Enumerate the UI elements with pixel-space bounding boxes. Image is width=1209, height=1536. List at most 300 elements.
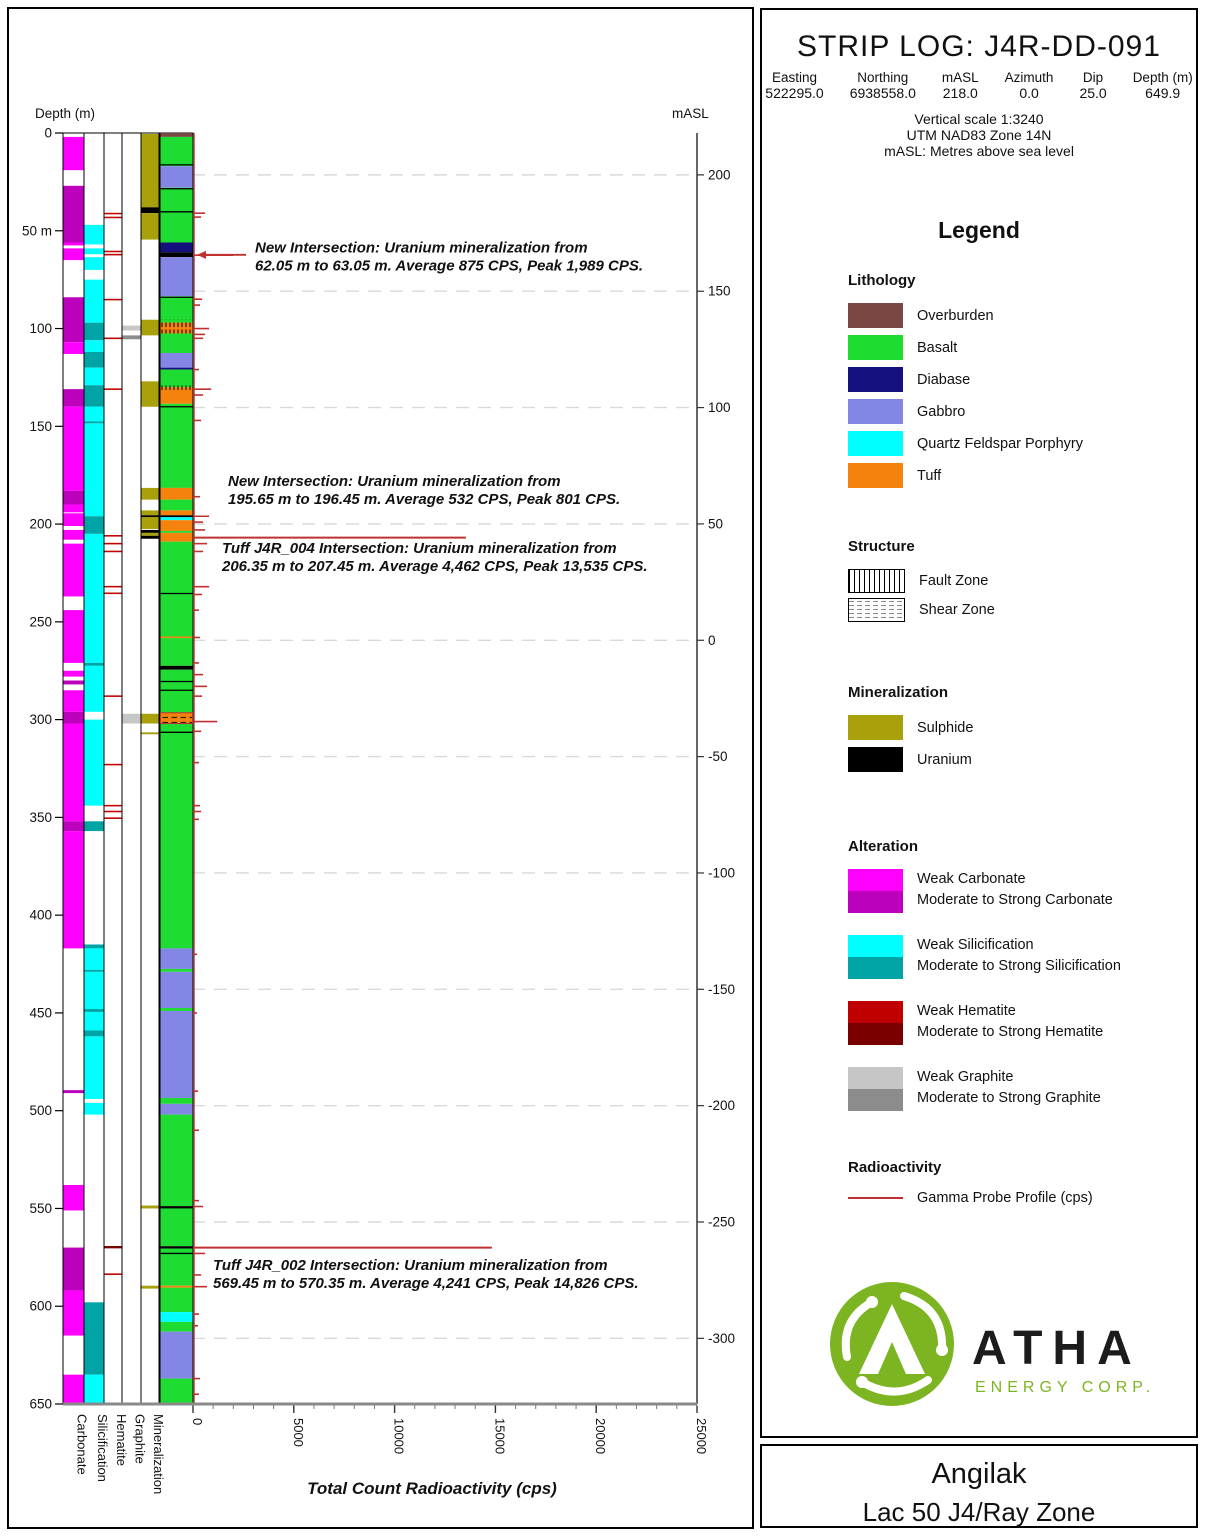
legend-section-lithology: [848, 272, 1196, 488]
lithology-interval-uranium: [161, 666, 193, 670]
strong-alteration-label: Moderate to Strong Silicification: [917, 958, 1121, 974]
carbonate-interval-weak: [64, 671, 84, 677]
masl-tick-label: -50: [708, 749, 728, 765]
masl-axis: [672, 106, 735, 1404]
legend-item-overburden: [848, 303, 1196, 328]
silicification-interval-moderate: [85, 1009, 104, 1012]
legend-item-hematite-alteration: [848, 1001, 1196, 1045]
mineralization-interval-sulphide: [142, 1286, 159, 1289]
carbonate-interval-moderate: [64, 712, 84, 724]
legend-item-label: Fault Zone: [919, 573, 989, 589]
lithology-interval-basalt: [161, 137, 193, 166]
silicification-swatch: [848, 935, 903, 979]
collar-field-depth-m-: [1133, 70, 1193, 101]
lithology-interval-basalt: [161, 404, 193, 488]
lithology-interval-gabbro: [161, 1011, 193, 1098]
mineralization-interval-uranium: [142, 536, 159, 539]
lithology-interval-uranium: [161, 252, 193, 257]
track-label-hematite: Hematite: [114, 1414, 129, 1467]
hematite-interval-weak: [105, 254, 122, 256]
lithology-interval-basalt: [161, 1115, 193, 1207]
lithology-interval-basalt: [161, 724, 193, 949]
legend-item-sulphide: [848, 715, 1196, 740]
hematite-swatch: [848, 1001, 903, 1045]
cps-tick-label: 25000: [694, 1418, 709, 1455]
masl-definition-note: mASL: Metres above sea level: [884, 143, 1074, 159]
alteration-labels: [917, 1067, 1101, 1111]
legend-section-structure: [848, 538, 1196, 622]
lithology-interval-basalt: [161, 1249, 193, 1286]
lithology-interval-tuff: [161, 520, 193, 531]
lithology-interval-basalt: [161, 638, 193, 666]
cps-tick-label: 10000: [391, 1418, 407, 1455]
lithology-interval-basalt: [161, 333, 193, 353]
track-graphite: [122, 133, 141, 1404]
legend-item-tuff: [848, 463, 1196, 488]
hematite-interval-weak: [105, 695, 122, 697]
legend-item-label: Basalt: [917, 339, 958, 356]
lithology-interval-basalt: [161, 670, 193, 713]
lithology-interval-gabbro: [161, 972, 193, 1008]
hematite-interval-weak: [105, 817, 122, 819]
mineralization-interval-sulphide: [142, 320, 159, 336]
collar-field-easting: [765, 70, 823, 101]
masl-tick-label: -100: [708, 865, 736, 881]
intersection-annotation: 206.35 m to 207.45 m. Average 4,462 CPS, Peak 13,535 CPS.: [222, 558, 648, 576]
cps-tick-label: 15000: [492, 1418, 508, 1455]
lithology-interval-overburden: [161, 133, 193, 137]
graphite-interval-weak: [123, 714, 141, 724]
track-label-graphite: Graphite: [132, 1414, 148, 1464]
silicification-interval-moderate: [85, 352, 104, 368]
silicification-interval-weak: [85, 1375, 104, 1404]
lithology-interval-tuff: [161, 488, 193, 500]
hematite-interval-weak: [105, 543, 122, 545]
legend-section-mineralization: [848, 684, 1196, 772]
lithology-column: [160, 133, 193, 1404]
annotation-arrowhead: [197, 251, 206, 259]
silicification-interval-moderate: [85, 821, 104, 831]
silicification-interval-weak: [85, 534, 104, 663]
silicification-interval-weak: [85, 1036, 104, 1099]
cps-tick-label: 5000: [290, 1418, 306, 1447]
legend-item-qfp: [848, 431, 1196, 456]
carbonate-interval-moderate: [64, 389, 84, 407]
depth-tick-label: 300: [29, 712, 52, 728]
lithology-interval-uranium: [161, 1206, 193, 1208]
lithology-interval-gabbro: [161, 948, 193, 969]
lithology-interval-gabbro: [161, 1332, 193, 1379]
graphite-swatch: [848, 1067, 903, 1111]
collar-field-value: 522295.0: [765, 85, 824, 101]
lithology-interval-basalt: [161, 1379, 193, 1404]
legend-header-structure: Structure: [848, 538, 915, 555]
legend-header-alteration: Alteration: [848, 838, 919, 855]
silicification-interval-weak: [85, 340, 104, 352]
legend-item-uranium: [848, 747, 1196, 772]
lithology-interval-tuff: [161, 1286, 193, 1288]
mineralization-interval-uranium: [142, 515, 159, 517]
graphite-interval-weak: [123, 326, 141, 331]
mineralization-interval-sulphide: [142, 510, 159, 515]
lithology-interval-basalt: [161, 1288, 193, 1312]
carbonate-interval-moderate: [64, 821, 84, 831]
carbonate-interval-weak: [64, 407, 84, 491]
mineralization-interval-sulphide: [142, 517, 159, 529]
legend-item-label: Uranium: [917, 751, 972, 768]
track-silicification: [84, 133, 104, 1404]
legend-section-alteration: [848, 838, 1196, 1111]
intersection-annotation: 62.05 m to 63.05 m. Average 875 CPS, Peak 1,989 CPS.: [255, 257, 644, 275]
silicification_moderate-swatch-half: [848, 957, 903, 979]
lithology-interval-gabbro: [161, 257, 193, 296]
track-label-mineralization: Mineralization: [151, 1414, 166, 1495]
title-block-panel: [760, 8, 1198, 1438]
graphite_weak-swatch-half: [848, 1067, 903, 1089]
weak-alteration-label: Weak Hematite: [917, 1003, 1016, 1019]
track-label-carbonate: Carbonate: [74, 1414, 90, 1475]
gamma-profile: [193, 133, 492, 1404]
depth-tick-label: 550: [29, 1200, 52, 1216]
mineralization-interval-sulphide: [142, 213, 159, 239]
page-title: STRIP LOG: J4R-DD-091: [797, 30, 1161, 63]
intersection-annotation: 195.65 m to 196.45 m. Average 532 CPS, Peak 801 CPS.: [228, 490, 621, 508]
weak-alteration-label: Weak Graphite: [917, 1069, 1014, 1085]
mineralization-interval-sulphide: [142, 1206, 159, 1209]
hematite-interval-weak: [105, 251, 122, 253]
collar-field-label: Easting: [771, 70, 818, 85]
hematite-interval-weak: [105, 586, 122, 588]
legend-item-graphite-alteration: [848, 1067, 1196, 1111]
silicification-interval-weak: [85, 248, 104, 254]
masl-tick-label: -150: [708, 981, 736, 997]
carbonate_weak-swatch-half: [848, 869, 903, 891]
carbonate_moderate-swatch-half: [848, 891, 903, 913]
hematite_weak-swatch-half: [848, 1001, 903, 1023]
weak-alteration-label: Weak Carbonate: [917, 871, 1026, 887]
depth-tick-label: 0: [44, 125, 52, 141]
legend-item-label: Gabbro: [917, 403, 966, 420]
hematite-interval-weak: [105, 593, 122, 595]
cps-tick-label: 20000: [593, 1418, 609, 1455]
collar-field-value: 218.0: [942, 85, 978, 101]
legend-item-silicification-alteration: [848, 935, 1196, 979]
depth-tick-label: 600: [29, 1298, 52, 1314]
hematite-interval-weak: [105, 551, 122, 553]
collar-field-masl: [942, 70, 979, 101]
lithology-interval-basalt: [161, 500, 193, 511]
depth-tick-label: 100: [29, 321, 52, 337]
utm-zone-note: UTM NAD83 Zone 14N: [906, 127, 1052, 143]
collar-field-dip: [1079, 70, 1106, 101]
mineralization-interval-sulphide: [142, 381, 159, 406]
graphite-interval-moderate: [123, 335, 141, 339]
atha-energy-logo: [802, 1262, 1162, 1422]
silicification-interval-weak: [85, 368, 104, 386]
logo-wordmark: ATHA: [972, 1322, 1142, 1375]
fault-zone-overlay: [161, 383, 193, 390]
hematite-interval-moderate: [105, 1246, 122, 1248]
carbonate-interval-moderate: [64, 1248, 84, 1291]
lithology-interval-tuff: [161, 510, 193, 515]
tuff-swatch: [848, 463, 903, 488]
legend-header-mineralization: Mineralization: [848, 684, 949, 701]
collar-field-value: 0.0: [1019, 85, 1039, 101]
masl-tick-label: -300: [708, 1330, 736, 1346]
masl-tick-label: -250: [708, 1214, 736, 1230]
hematite-interval-weak: [105, 805, 122, 807]
company-logo-icon: [802, 1262, 1162, 1422]
hematite-interval-weak: [105, 299, 122, 301]
track-label-silicification: Silicification: [95, 1414, 110, 1482]
masl-tick-label: 100: [708, 400, 731, 416]
silicification-interval-weak: [85, 666, 104, 712]
fault-zone-overlay: [161, 320, 193, 334]
carbonate-interval-weak: [64, 342, 84, 354]
depth-tick-label: 650: [29, 1396, 52, 1412]
legend-item-label: Overburden: [917, 307, 994, 324]
hematite-interval-weak: [105, 764, 122, 766]
track-hematite: [104, 133, 122, 1404]
carbonate-interval-weak: [64, 505, 84, 513]
mineralization-interval-uranium: [142, 207, 159, 213]
lithology-interval-basalt: [161, 296, 193, 322]
intersection-annotation: Tuff J4R_004 Intersection: Uranium mineralization from: [222, 540, 617, 558]
silicification-interval-weak: [85, 280, 104, 323]
tracks: [63, 133, 159, 1404]
lithology-interval-basalt: [161, 969, 193, 972]
legend-header-lithology: Lithology: [848, 272, 916, 289]
strong-alteration-label: Moderate to Strong Carbonate: [917, 892, 1113, 908]
legend-section-radioactivity: [848, 1159, 1196, 1206]
carbonate-interval-weak: [64, 248, 84, 260]
masl-tick-label: 200: [708, 167, 731, 183]
strong-alteration-label: Moderate to Strong Hematite: [917, 1024, 1104, 1040]
legend-item-gabbro: [848, 399, 1196, 424]
track-labels: [75, 1414, 167, 1494]
silicification-interval-moderate: [85, 1031, 104, 1037]
silicification-interval-weak: [85, 225, 104, 245]
silicification-interval-weak: [85, 720, 104, 806]
hematite-interval-weak: [105, 811, 122, 813]
scale-notes: [762, 111, 1196, 159]
collar-field-label: Northing: [857, 70, 909, 85]
carbonate-interval-weak: [64, 690, 84, 712]
uranium-swatch: [848, 747, 903, 772]
legend-item-label: Shear Zone: [919, 602, 995, 618]
alteration-labels: [917, 935, 1121, 979]
annotations: [197, 239, 648, 1292]
silicification-interval-moderate: [85, 944, 104, 948]
depth-tick-label: 450: [29, 1005, 52, 1021]
collar-info: [762, 70, 1196, 101]
mineralization-interval-sulphide: [142, 732, 159, 734]
legend-item-label: Quartz Feldspar Porphyry: [917, 435, 1084, 452]
legend: [848, 272, 1196, 1206]
legend-item-fault-zone: [848, 569, 1196, 593]
silicification-interval-weak: [85, 948, 104, 970]
hematite-interval-weak: [105, 338, 122, 340]
collar-field-label: Depth (m): [1132, 70, 1193, 85]
depth-tick-label: 500: [29, 1103, 52, 1119]
lithology-interval-basalt: [161, 1008, 193, 1011]
hematite-interval-weak: [105, 213, 122, 215]
legend-item-label: Sulphide: [917, 719, 974, 736]
depth-tick-label: 50 m: [21, 223, 52, 239]
gamma-line-swatch: [848, 1197, 903, 1199]
collar-field-northing: [850, 70, 916, 101]
legend-title: Legend: [938, 217, 1020, 243]
carbonate-interval-moderate: [64, 681, 84, 685]
lithology-interval-diabase: [161, 368, 193, 370]
masl-tick-label: 50: [708, 516, 724, 532]
masl-axis-title: mASL: [672, 106, 709, 121]
silicification-interval-weak: [85, 1103, 104, 1115]
basalt-swatch: [848, 335, 903, 360]
alteration-labels: [917, 1001, 1103, 1045]
cps-tick-label: 0: [190, 1418, 205, 1426]
weak-alteration-label: Weak Silicification: [917, 937, 1034, 953]
collar-field-label: Azimuth: [1004, 70, 1054, 85]
mineralization-interval-sulphide: [142, 488, 159, 500]
depth-axis-title: Depth (m): [35, 106, 96, 121]
masl-tick-label: 150: [708, 283, 731, 299]
legend-item-shear-zone: [848, 598, 1196, 622]
lithology-interval-basalt: [161, 531, 193, 533]
lithology-interval-tuff: [161, 637, 193, 639]
shear-zone-swatch: [848, 598, 905, 622]
depth-tick-label: 200: [29, 516, 52, 532]
legend-item-gamma-profile: [848, 1190, 1196, 1206]
qfp-swatch: [848, 431, 903, 456]
lithology-interval-uranium: [161, 515, 193, 517]
lithology-interval-basalt: [161, 1208, 193, 1246]
zone-name: Lac 50 J4/Ray Zone: [862, 1497, 1096, 1527]
lithology-interval-qfp: [161, 517, 193, 520]
fault-zone-swatch: [848, 569, 905, 593]
carbonate-interval-weak: [64, 513, 84, 526]
carbonate-interval-moderate: [64, 186, 84, 243]
legend-item-label: Gamma Probe Profile (cps): [917, 1190, 1093, 1206]
carbonate-interval-weak: [64, 137, 84, 170]
lithology-interval-basalt: [161, 542, 193, 637]
project-footer: [760, 1444, 1198, 1528]
carbonate-interval-weak: [64, 530, 84, 540]
carbonate-interval-weak: [64, 724, 84, 822]
legend-item-label: Diabase: [917, 371, 971, 388]
project-name: Angilak: [931, 1458, 1027, 1490]
carbonate-interval-weak: [64, 831, 84, 948]
silicification-interval-moderate: [85, 663, 104, 666]
lithology-interval-gabbro: [161, 166, 193, 188]
mineralization-interval-sulphide: [142, 714, 159, 724]
legend-item-carbonate-alteration: [848, 869, 1196, 913]
carbonate-interval-weak: [64, 1375, 84, 1404]
lithology-interval-gabbro: [161, 353, 193, 368]
lithology-interval-gabbro: [161, 1104, 193, 1115]
alteration-labels: [917, 869, 1113, 913]
carbonate-interval-weak: [64, 243, 84, 246]
silicification-interval-moderate: [85, 421, 104, 423]
track-background: [122, 133, 141, 1404]
masl-tick-label: 0: [708, 632, 716, 648]
carbonate-swatch: [848, 869, 903, 913]
legend-item-basalt: [848, 335, 1196, 360]
carbonate-interval-moderate: [64, 297, 84, 342]
intersection-annotation: 569.45 m to 570.35 m. Average 4,241 CPS, Peak 14,826 CPS.: [213, 1275, 639, 1293]
silicification-interval-moderate: [85, 516, 104, 534]
silicification-interval-weak: [85, 423, 104, 516]
overburden-swatch: [848, 303, 903, 328]
track-mineralization: [141, 133, 159, 1404]
silicification_weak-swatch-half: [848, 935, 903, 957]
silicification-interval-weak: [85, 257, 104, 270]
vertical-scale-note: Vertical scale 1:3240: [914, 111, 1044, 127]
silicification-interval-weak: [85, 1012, 104, 1031]
lithology-interval-basalt: [161, 188, 193, 243]
carbonate-interval-weak: [64, 544, 84, 597]
logo-subtitle: ENERGY CORP.: [975, 1379, 1156, 1396]
collar-field-value: 25.0: [1079, 85, 1107, 101]
intersection-annotation: Tuff J4R_002 Intersection: Uranium mineralization from: [213, 1257, 608, 1275]
hematite-interval-weak: [105, 535, 122, 537]
masl-tick-label: -200: [708, 1098, 736, 1114]
lithology-interval-qfp: [161, 1312, 193, 1322]
diabase-swatch: [848, 367, 903, 392]
carbonate-interval-weak: [64, 610, 84, 663]
carbonate-interval-weak: [64, 1291, 84, 1336]
carbonate-interval-moderate: [64, 1090, 84, 1093]
depth-tick-label: 250: [29, 614, 52, 630]
collar-field-azimuth: [1005, 70, 1054, 101]
shear-zone-overlay: [161, 713, 193, 724]
carbonate-interval-moderate: [64, 491, 84, 505]
lithology-interval-basalt: [161, 1098, 193, 1104]
collar-field-label: mASL: [941, 70, 979, 85]
hematite-interval-weak: [105, 388, 122, 390]
depth-tick-label: 400: [29, 907, 52, 923]
gabbro-swatch: [848, 399, 903, 424]
mineralization-interval-uranium: [142, 530, 159, 533]
lithology-interval-tuff: [161, 533, 193, 542]
intersection-annotation: New Intersection: Uranium mineralization from: [255, 239, 588, 257]
track-background: [104, 133, 122, 1404]
collar-field-value: 6938558.0: [849, 85, 916, 101]
legend-item-label: Tuff: [917, 467, 942, 484]
hematite-interval-weak: [105, 1273, 122, 1275]
legend-header-radioactivity: Radioactivity: [848, 1159, 942, 1176]
strong-alteration-label: Moderate to Strong Graphite: [917, 1090, 1101, 1106]
carbonate-interval-weak: [64, 1185, 84, 1210]
silicification-interval-moderate: [85, 323, 104, 341]
depth-tick-label: 350: [29, 809, 52, 825]
silicification-interval-moderate: [85, 970, 104, 972]
track-carbonate: [63, 133, 84, 1404]
collar-field-label: Dip: [1082, 70, 1104, 85]
silicification-interval-weak: [85, 407, 104, 422]
silicification-interval-weak: [85, 972, 104, 1009]
mineralization-interval-sulphide: [142, 134, 159, 207]
hematite-interval-weak: [105, 217, 122, 219]
lithology-interval-basalt: [161, 1322, 193, 1332]
lithology-interval-diabase: [161, 243, 193, 253]
mineralization-interval-sulphide: [142, 533, 159, 536]
cps-axis-title: Total Count Radioactivity (cps): [307, 1479, 557, 1498]
silicification-interval-moderate: [85, 1302, 104, 1374]
hematite_moderate-swatch-half: [848, 1023, 903, 1045]
graphite_moderate-swatch-half: [848, 1089, 903, 1111]
collar-field-value: 649.9: [1145, 85, 1181, 101]
